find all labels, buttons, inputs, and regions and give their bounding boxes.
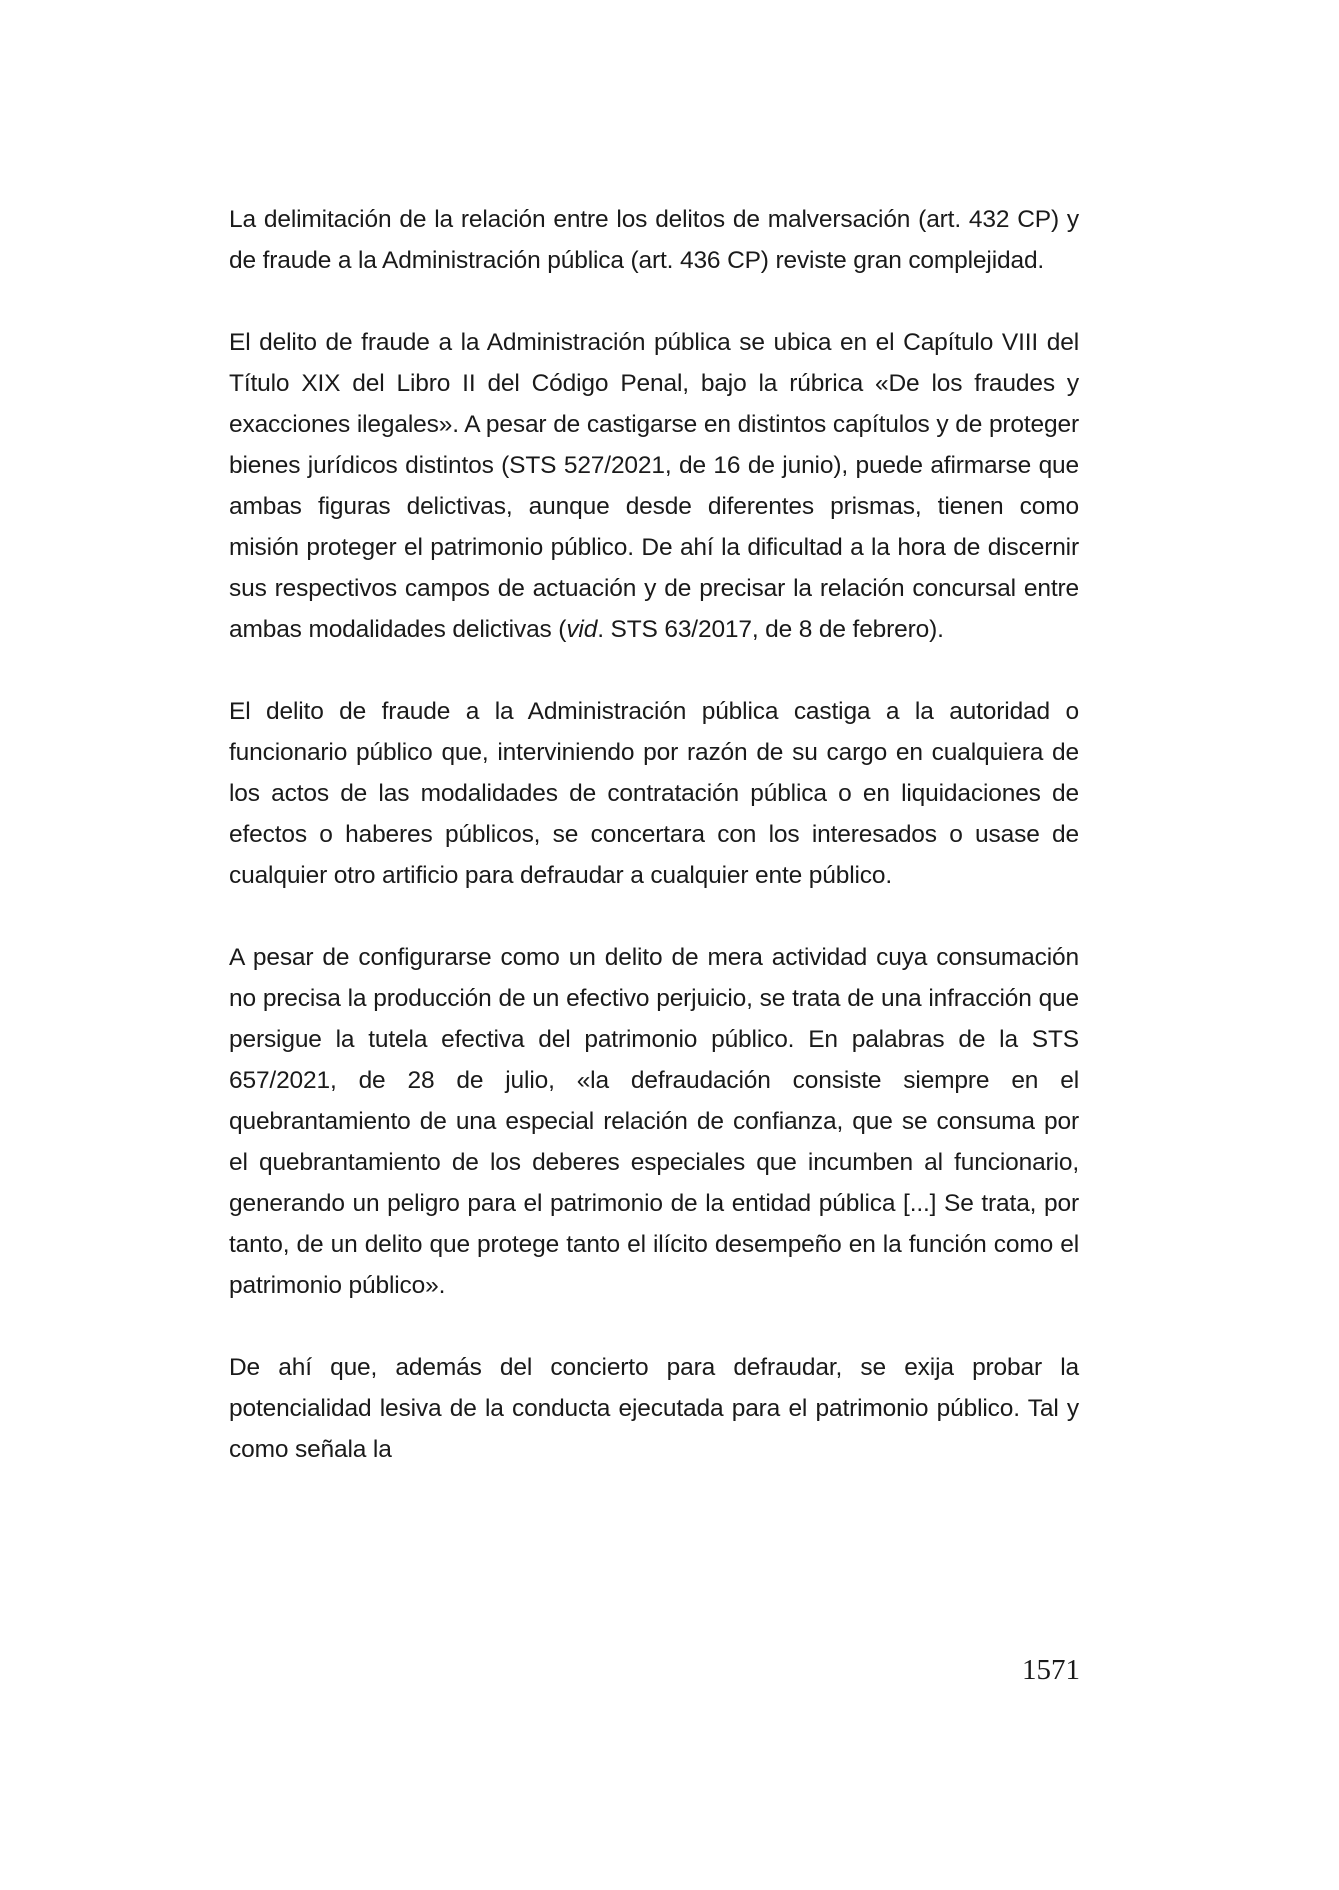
paragraph-5: De ahí que, además del concierto para defraudar, se exija probar la potencialidad lesiva de la conducta ejecutada para el patrimonio público. Tal y como señala la	[229, 1354, 1079, 1463]
paragraph-2-text-start: El delito de fraude a la Administración pública se ubica en el Capítulo VIII del Título XIX del Libro II del Código Penal, bajo la rúbrica «De los fraudes y exacciones ilegales». A pesar de castigarse en distintos capítulos y de proteger bienes jurídicos distintos (STS 527/2021, de 16 de junio), puede afirmarse que ambas figuras delictivas, aunque desde diferentes prismas, tienen como misión proteger el patrimonio público. De ahí la dificultad a la hora de discernir sus respectivos campos de actuación y de precisar la relación concursal entre ambas modalidades delictivas (	[229, 329, 1079, 643]
paragraph-2	[229, 322, 1079, 650]
paragraph-4: A pesar de configurarse como un delito de mera actividad cuya consumación no precisa la producción de un efectivo perjuicio, se trata de una infracción que persigue la tutela efectiva del patrimonio público. En palabras de la STS 657/2021, de 28 de julio, «la defraudación consiste siempre en el quebrantamiento de una especial relación de confianza, que se consuma por el quebrantamiento de los deberes especiales que incumben al funcionario, generando un peligro para el patrimonio de la entidad pública [...] Se trata, por tanto, de un delito que protege tanto el ilícito desempeño en la función como el patrimonio público».	[229, 944, 1079, 1299]
paragraph-2-text-end: . STS 63/2017, de 8 de febrero).	[597, 616, 944, 643]
paragraph-1: La delimitación de la relación entre los delitos de malversación (art. 432 CP) y de fraude a la Administración pública (art. 436 CP) reviste gran complejidad.	[229, 206, 1079, 274]
body-text	[229, 199, 1079, 1470]
paragraph-2-italic-vid: vid	[566, 616, 598, 643]
paragraph-3: El delito de fraude a la Administración pública castiga a la autoridad o funcionario público que, interviniendo por razón de su cargo en cualquiera de los actos de las modalidades de contratación pública o en liquidaciones de efectos o haberes públicos, se concertara con los interesados o usase de cualquier otro artificio para defraudar a cualquier ente público.	[229, 698, 1079, 889]
page-number: 1571	[1022, 1654, 1080, 1686]
